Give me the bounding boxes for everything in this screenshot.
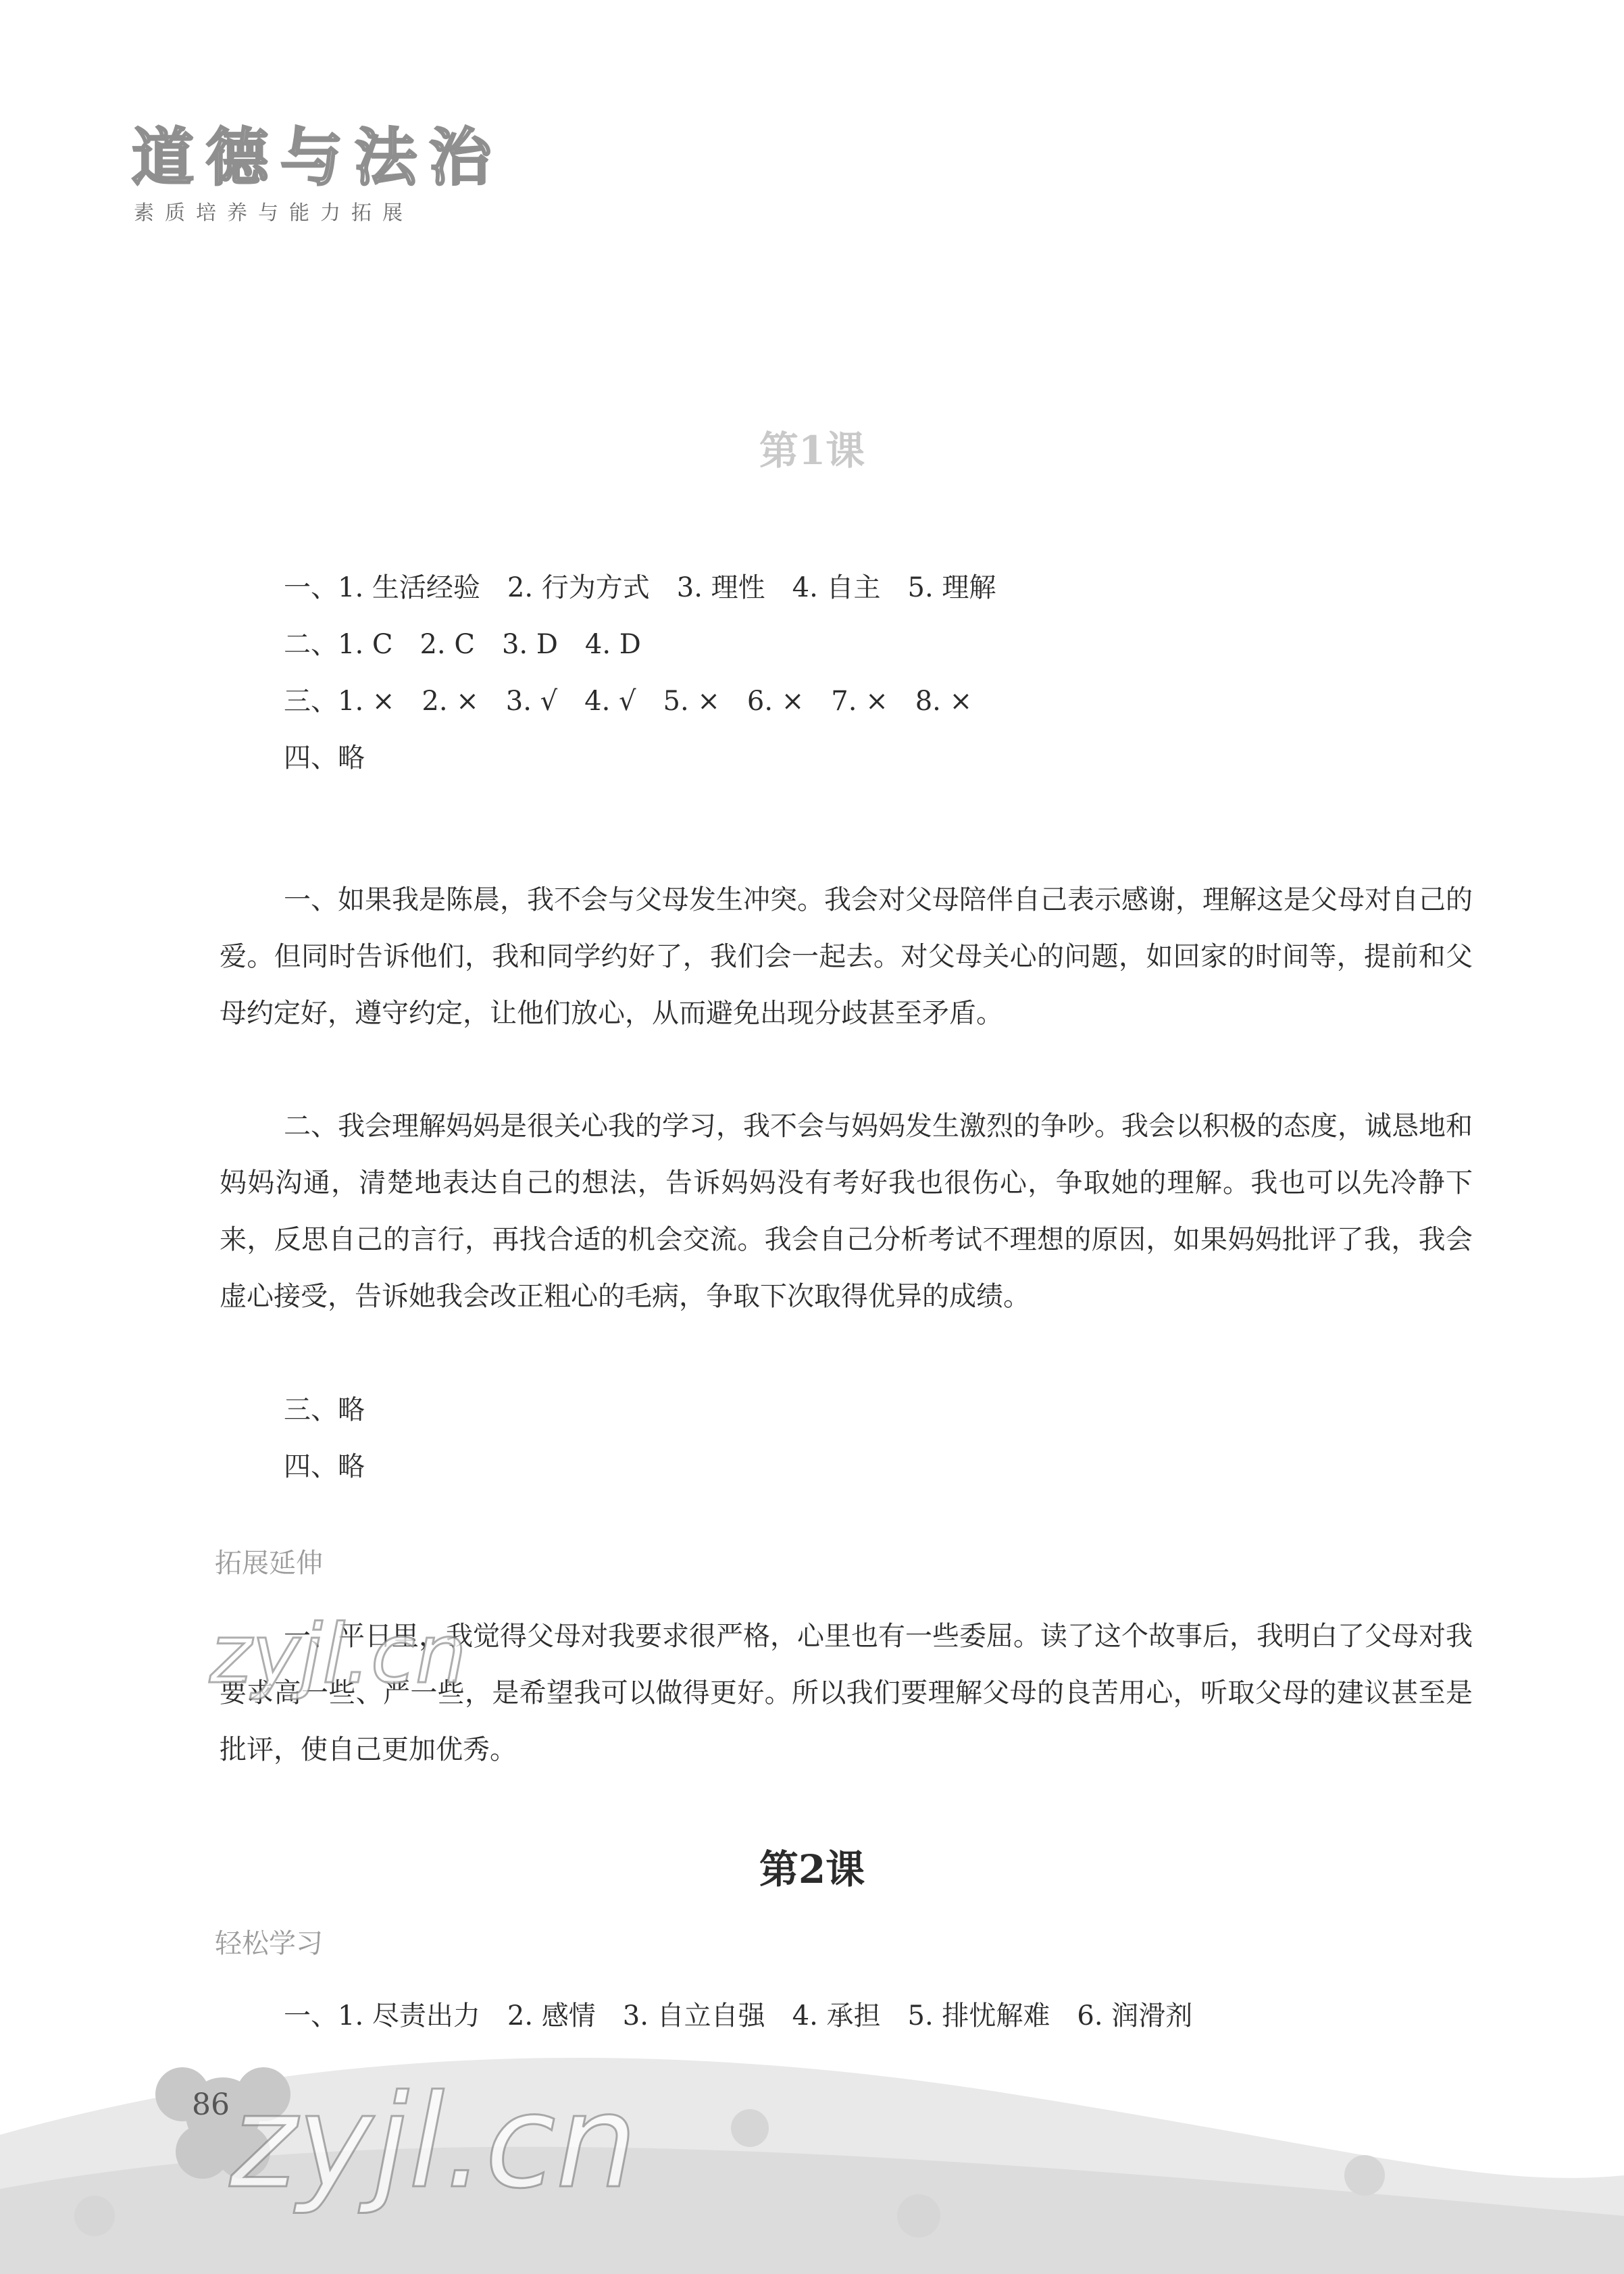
lesson1-paragraph-2: 二、我会理解妈妈是很关心我的学习，我不会与妈妈发生激烈的争吵。我会以积极的态度，诚恳地和妈妈沟通，清楚地表达自己的想法，告诉妈妈没有考好我也很伤心，争取她的理解。我也可以先冷静下来，反思自己的言行，再找合适的机会交流。我会自己分析考试不理想的原因，如果妈妈批评了我，我会虚心接受，告诉她我会改正粗心的毛病，争取下次取得优异的成绩。 bbox=[220, 1111, 1473, 1312]
page-number: 86 bbox=[192, 2088, 230, 2122]
header-title: 道德与法治 bbox=[132, 122, 504, 194]
watermark-mid: zyjl.cn bbox=[209, 1608, 467, 1702]
lesson1-answer-1: 一、1. 生活经验 2. 行为方式 3. 理性 4. 自主 5. 理解 bbox=[284, 572, 996, 603]
lesson1-title: 第1课 bbox=[759, 428, 865, 474]
extension-label: 拓展延伸 bbox=[215, 1548, 323, 1579]
lesson1-paragraph-1: 一、如果我是陈晨，我不会与父母发生冲突。我会对父母陪伴自己表示感谢，理解这是父母对自己的爱。但同时告诉他们，我和同学约好了，我们会一起去。对父母关心的问题，如回家的时间等，提前和父母约定好，遵守约定，让他们放心，从而避免出现分歧甚至矛盾。 bbox=[220, 884, 1473, 1029]
lesson1-answer-4: 四、略 bbox=[284, 742, 365, 774]
header-subtitle: 素质培养与能力拓展 bbox=[134, 201, 413, 225]
lesson1-answer-3: 三、1. × 2. × 3. √ 4. √ 5. × 6. × 7. × 8. × bbox=[284, 686, 973, 717]
lesson1-paragraph-3: 三、略 bbox=[284, 1394, 365, 1425]
extension-paragraph: 一、平日里，我觉得父母对我要求很严格，心里也有一些委屈。读了这个故事后，我明白了父母对我要求高一些、严一些，是希望我可以做得更好。所以我们要理解父母的良苦用心，听取父母的建议甚至是批评，使自己更加优秀。 bbox=[220, 1621, 1473, 1765]
lesson2-section-label: 轻松学习 bbox=[215, 1928, 323, 1959]
watermark-bottom: zyjl.cn bbox=[230, 2067, 638, 2217]
lesson1-paragraph-4: 四、略 bbox=[284, 1451, 365, 1482]
lesson1-answer-2: 二、1. C 2. C 3. D 4. D bbox=[284, 629, 641, 660]
lesson2-answer-1: 一、1. 尽责出力 2. 感情 3. 自立自强 4. 承担 5. 排忧解难 6. 润滑剂 bbox=[284, 2000, 1193, 2031]
lesson2-title: 第2课 bbox=[759, 1846, 865, 1892]
